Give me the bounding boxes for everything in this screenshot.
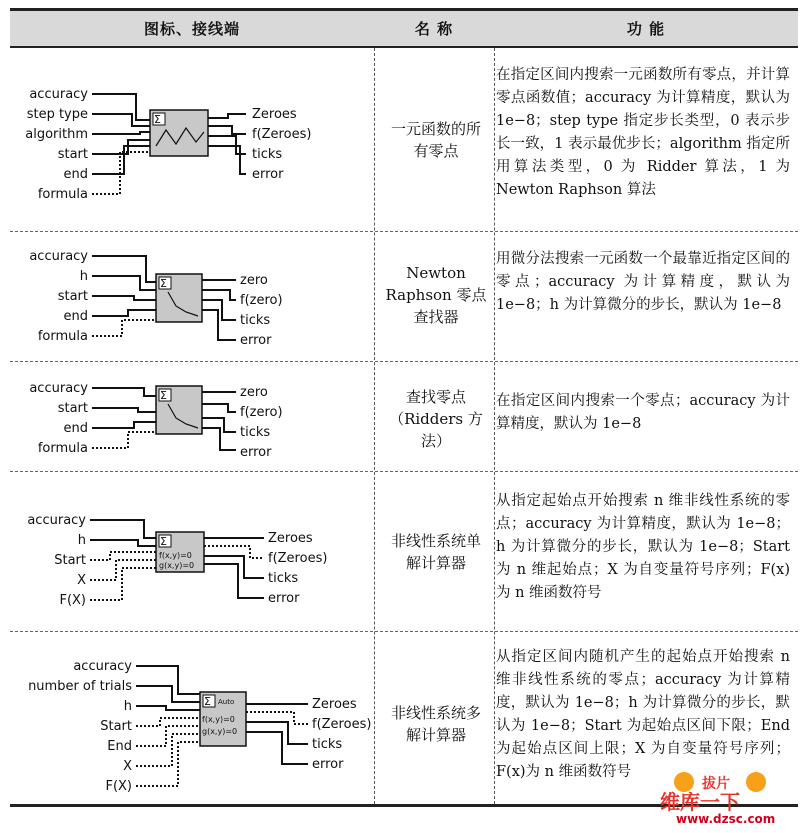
terminal-label: zero — [240, 273, 268, 288]
terminal-label: ticks — [268, 571, 299, 586]
terminal-label: start — [57, 147, 88, 162]
terminal-label: X — [77, 573, 86, 588]
header-function: 功 能 — [626, 20, 666, 38]
terminal-label: formula — [37, 329, 88, 344]
terminal-label: Zeroes — [252, 107, 297, 122]
table-row — [10, 48, 798, 232]
terminal-label: start — [57, 289, 88, 304]
terminal-label: ticks — [252, 147, 283, 162]
terminal-label: end — [63, 309, 88, 324]
terminal-label: accuracy — [73, 659, 132, 674]
terminal-label: F(X) — [59, 593, 86, 608]
terminal-label: ticks — [240, 313, 271, 328]
icon-equation: f(x,y)=0 — [202, 715, 235, 724]
terminal-label: Start — [100, 719, 132, 734]
terminal-label: error — [240, 333, 272, 348]
terminal-label: h — [123, 699, 132, 714]
function-table — [10, 8, 798, 804]
terminal-label: formula — [37, 441, 88, 456]
function-description: 从指定区间内随机产生的起始点开始搜索 n 维非线性系统的零点；accuracy 为计算精度，默认为 1e−8；h 为计算微分的步长，默认为 1e−8；Start 为起始点区间下限；End 为起始点区间上限；X 为自变量符号序列；F(x)为 n 维函数符号 — [496, 649, 790, 780]
terminal-label: f(Zeroes) — [252, 127, 312, 142]
header-name: 名 称 — [414, 20, 454, 38]
function-description: 用微分法搜索一元函数一个最靠近指定区间的零点；accuracy 为计算精度，默认为 1e−8；h 为计算微分的步长，默认为 1e−8 — [496, 251, 790, 313]
terminal-label: number of trials — [28, 679, 132, 694]
table-header — [10, 8, 798, 48]
function-description: 在指定区间内搜索一元函数所有零点，并计算零点函数值；accuracy 为计算精度，默认为 1e−8；step type 指定步长类型，0 表示步长一致，1 表示最优步长；algorithm 指定所用算法类型，0 为 Ridder 算法，1 为 Newton Raphson 算法 — [496, 67, 790, 198]
terminal-label: error — [268, 591, 300, 606]
function-name: Newton Raphson 零点查找器 — [385, 264, 487, 326]
sigma-icon: Σ — [154, 113, 161, 126]
terminal-label: error — [252, 167, 284, 182]
terminal-label: f(Zeroes) — [312, 717, 372, 732]
terminal-label: accuracy — [29, 87, 88, 102]
function-name: 非线性系统多解计算器 — [390, 704, 481, 744]
terminal-label: formula — [37, 187, 88, 202]
sigma-icon: Σ — [160, 389, 167, 402]
terminal-label: Start — [54, 553, 86, 568]
terminal-label: ticks — [240, 425, 271, 440]
terminal-label: zero — [240, 385, 268, 400]
terminal-label: f(zero) — [240, 293, 283, 308]
vi-icon-nonlinear-single — [10, 472, 374, 632]
terminal-label: f(zero) — [240, 405, 283, 420]
sigma-icon: Σ — [160, 277, 167, 290]
function-name: 非线性系统单解计算器 — [390, 532, 481, 572]
svg-text:拔片: 拔片 — [702, 776, 730, 792]
terminal-label: accuracy — [29, 249, 88, 264]
sigma-icon: Σ — [204, 695, 211, 708]
function-description: 在指定区间内搜索一个零点；accuracy 为计算精度，默认为 1e−8 — [496, 393, 790, 432]
icon-equation: g(x,y)=0 — [159, 561, 195, 570]
terminal-label: End — [107, 739, 132, 754]
terminal-label: Zeroes — [268, 531, 313, 546]
header-icon-terminal: 图标、接线端 — [143, 20, 240, 38]
icon-auto-label: Auto — [218, 698, 235, 706]
vi-icon-nonlinear-multi — [10, 632, 374, 804]
vi-icon-ridders — [10, 362, 374, 472]
watermark-brand: 维库一下 — [660, 790, 740, 814]
table-row — [10, 472, 798, 632]
terminal-label: end — [63, 167, 88, 182]
terminal-label: error — [240, 445, 272, 460]
terminal-label: Zeroes — [312, 697, 357, 712]
sigma-icon: Σ — [160, 535, 167, 548]
watermark-url: www.dzsc.com — [676, 812, 776, 826]
terminal-label: step type — [26, 107, 88, 122]
terminal-label: accuracy — [29, 381, 88, 396]
terminal-label: X — [123, 759, 132, 774]
icon-equation: f(x,y)=0 — [159, 551, 192, 560]
terminal-label: start — [57, 401, 88, 416]
function-name: 查找零点（Ridders 方法） — [389, 388, 483, 450]
terminal-label: F(X) — [105, 779, 132, 794]
terminal-label: algorithm — [25, 127, 88, 142]
terminal-label: h — [79, 269, 88, 284]
vi-icon-all-zeroes — [10, 48, 374, 232]
terminal-label: accuracy — [27, 513, 86, 528]
terminal-label: error — [312, 757, 344, 772]
vi-icon-newton-raphson — [10, 232, 374, 362]
function-name: 一元函数的所有零点 — [390, 120, 481, 160]
terminal-label: h — [77, 533, 86, 548]
table-row — [10, 232, 798, 362]
terminal-label: end — [63, 421, 88, 436]
terminal-label: ticks — [312, 737, 343, 752]
table-row — [10, 362, 798, 472]
function-description: 从指定起始点开始搜索 n 维非线性系统的零点；accuracy 为计算精度，默认为 1e−8；h 为计算微分的步长，默认为 1e−8；Start 为 n 维起始点；X 为自变量符号序列；F(x)为 n 维函数符号 — [496, 493, 790, 601]
terminal-label: f(Zeroes) — [268, 551, 328, 566]
icon-equation: g(x,y)=0 — [202, 727, 238, 736]
